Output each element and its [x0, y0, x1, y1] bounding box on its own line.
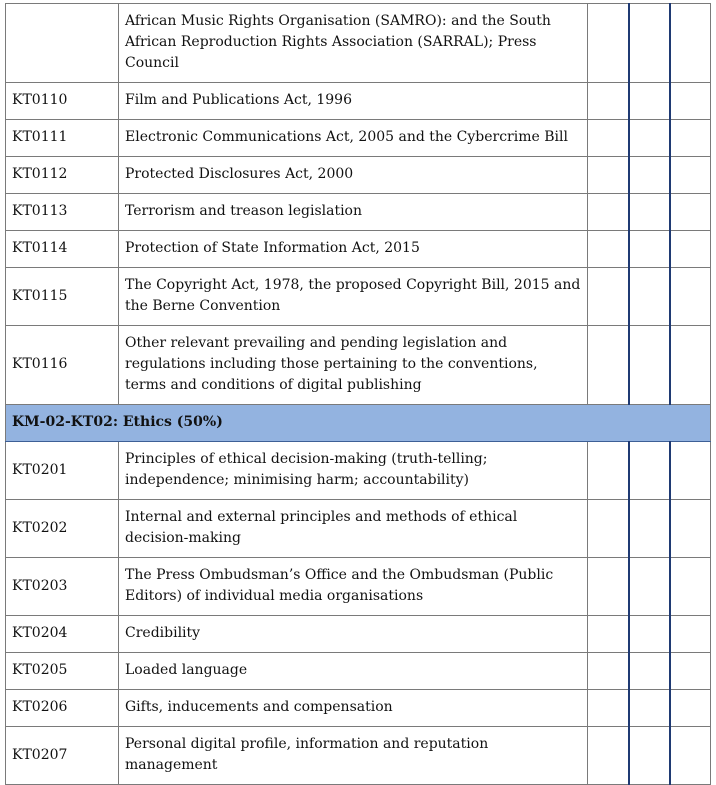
check-cell [670, 268, 711, 326]
check-cell [670, 4, 711, 83]
topic-code: KT0111 [6, 120, 119, 157]
table-row [6, 120, 711, 157]
table-row [6, 157, 711, 194]
check-cell [629, 500, 670, 558]
section-heading: KM-02-KT02: Ethics (50%) [6, 405, 711, 442]
check-cell [629, 326, 670, 405]
check-cell [588, 727, 629, 785]
check-cell [588, 120, 629, 157]
table-row [6, 442, 711, 500]
table-row [6, 690, 711, 727]
table-row [6, 500, 711, 558]
check-cell [629, 690, 670, 727]
table-row [6, 616, 711, 653]
check-cell [588, 326, 629, 405]
check-cell [588, 83, 629, 120]
table-row [6, 653, 711, 690]
topic-description: The Press Ombudsman’s Office and the Ombudsman (Public Editors) of individual media organisations [119, 558, 588, 616]
topic-code: KT0206 [6, 690, 119, 727]
check-cell [588, 268, 629, 326]
check-cell [670, 326, 711, 405]
check-cell [588, 231, 629, 268]
check-cell [670, 442, 711, 500]
check-cell [629, 194, 670, 231]
table-row [6, 326, 711, 405]
topic-description: Internal and external principles and methods of ethical decision-making [119, 500, 588, 558]
topic-description: Film and Publications Act, 1996 [119, 83, 588, 120]
check-cell [588, 500, 629, 558]
section-heading-row [6, 405, 711, 442]
topic-description: Principles of ethical decision-making (truth-telling; independence; minimising harm; accountability) [119, 442, 588, 500]
topic-description: Protection of State Information Act, 2015 [119, 231, 588, 268]
check-cell [670, 653, 711, 690]
check-cell [670, 83, 711, 120]
check-cell [670, 690, 711, 727]
topic-code: KT0207 [6, 727, 119, 785]
topic-code: KT0203 [6, 558, 119, 616]
check-cell [588, 4, 629, 83]
topic-code: KT0114 [6, 231, 119, 268]
check-cell [629, 616, 670, 653]
check-cell [588, 653, 629, 690]
topic-code: KT0112 [6, 157, 119, 194]
table-row [6, 231, 711, 268]
check-cell [588, 442, 629, 500]
topic-code: KT0204 [6, 616, 119, 653]
table-row [6, 83, 711, 120]
topic-code: KT0115 [6, 268, 119, 326]
topic-description: Protected Disclosures Act, 2000 [119, 157, 588, 194]
check-cell [670, 558, 711, 616]
check-cell [670, 500, 711, 558]
check-cell [670, 727, 711, 785]
check-cell [670, 157, 711, 194]
check-cell [670, 231, 711, 268]
table-row [6, 727, 711, 785]
check-cell [588, 157, 629, 194]
table-row [6, 268, 711, 326]
check-cell [588, 690, 629, 727]
topic-description: Loaded language [119, 653, 588, 690]
topic-code [6, 4, 119, 83]
check-cell [629, 727, 670, 785]
topic-description: African Music Rights Organisation (SAMRO): and the South African Reproduction Rights Association (SARRAL); Press Council [119, 4, 588, 83]
table-row [6, 194, 711, 231]
check-cell [670, 120, 711, 157]
topic-description: Credibility [119, 616, 588, 653]
topic-description: Personal digital profile, information and reputation management [119, 727, 588, 785]
topic-description: The Copyright Act, 1978, the proposed Copyright Bill, 2015 and the Berne Convention [119, 268, 588, 326]
topic-code: KT0205 [6, 653, 119, 690]
check-cell [629, 120, 670, 157]
topic-code: KT0113 [6, 194, 119, 231]
topic-description: Terrorism and treason legislation [119, 194, 588, 231]
knowledge-topics-table [5, 3, 711, 785]
topic-code: KT0202 [6, 500, 119, 558]
check-cell [588, 194, 629, 231]
topic-description: Electronic Communications Act, 2005 and the Cybercrime Bill [119, 120, 588, 157]
topic-code: KT0116 [6, 326, 119, 405]
check-cell [588, 558, 629, 616]
topic-description: Other relevant prevailing and pending legislation and regulations including those pertaining to the conventions, terms and conditions of digital publishing [119, 326, 588, 405]
check-cell [629, 442, 670, 500]
check-cell [629, 558, 670, 616]
topic-code: KT0110 [6, 83, 119, 120]
check-cell [629, 653, 670, 690]
check-cell [670, 194, 711, 231]
check-cell [629, 4, 670, 83]
check-cell [629, 268, 670, 326]
topic-description: Gifts, inducements and compensation [119, 690, 588, 727]
check-cell [629, 83, 670, 120]
table-row [6, 4, 711, 83]
check-cell [670, 616, 711, 653]
topic-code: KT0201 [6, 442, 119, 500]
table-row [6, 558, 711, 616]
check-cell [629, 157, 670, 194]
check-cell [629, 231, 670, 268]
check-cell [588, 616, 629, 653]
